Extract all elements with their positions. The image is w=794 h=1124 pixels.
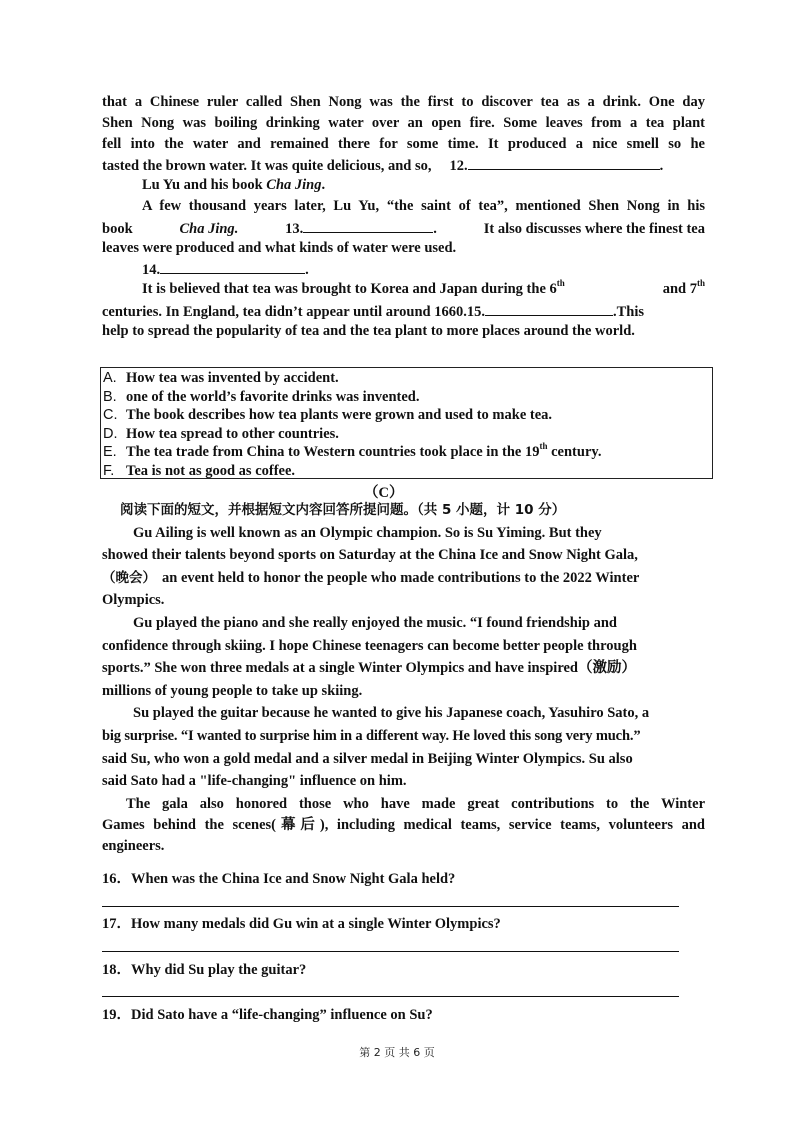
option-text: How tea spread to other countries. [126, 425, 339, 442]
option-letter: B. [103, 388, 117, 405]
option-a [103, 369, 339, 388]
passage-line: Games behind the scenes(幕后), including medical teams, service teams, volunteers and [102, 817, 705, 833]
option-text: How tea was invented by accident. [126, 370, 339, 386]
passage-line: said Su, who won a gold medal and a silver medal in Beijing Winter Olympics. Su also [102, 750, 633, 767]
passage-line: A few thousand years later, Lu Yu, “the saint of tea”, mentioned Shen Nong in his [142, 197, 705, 214]
passage-line: fell into the water and remained there for some time. It produced a nice smell so he [102, 135, 705, 152]
question-12-number: 12. [449, 158, 468, 175]
question-17: 17．How many medals did Gu win at a single Winter Olympics? [102, 916, 501, 932]
option-letter: E. [103, 444, 117, 460]
book-title: Cha Jing. [179, 220, 239, 237]
passage-line: engineers. [102, 838, 165, 854]
instruction: 阅读下面的短文，并根据短文内容回答所提问题。（共 5 小题，计 10 分） [120, 502, 566, 518]
option-letter: F. [103, 462, 115, 479]
answer-blank-14[interactable] [160, 258, 305, 274]
section-title: （C） [364, 485, 404, 501]
passage-line: showed their talents beyond sports on Saturday at the China Ice and Snow Night Gala, [102, 547, 638, 564]
answer-line-16[interactable] [102, 906, 679, 907]
question-14-number: 14. [142, 262, 161, 279]
option-text: Tea is not as good as coffee. [126, 462, 296, 479]
answer-blank-15[interactable] [485, 300, 613, 316]
option-f [103, 462, 295, 481]
passage-c [102, 499, 705, 793]
passage-line: that a Chinese ruler called Shen Nong was the first to discover tea as a drink. One day [102, 94, 705, 110]
passage-line: Gu Ailing is well known as an Olympic champion. So is Su Yiming. But they [133, 524, 602, 541]
passage-b [102, 92, 705, 342]
option-letter: D. [103, 425, 118, 442]
passage-line: big surprise. “I wanted to surprise him in a different way. He loved this song very much.” [102, 727, 641, 744]
passage-line: Olympics. [102, 592, 165, 609]
option-text: one of the world’s favorite drinks was invented. [126, 388, 420, 405]
passage-text: tasted the brown water. It was quite delicious, and so, [102, 158, 432, 175]
passage-line: millions of young people to take up skiing. [102, 682, 363, 699]
answer-blank-13[interactable] [303, 217, 433, 233]
passage-line: leaves were produced and what kinds of water were used. [102, 239, 457, 256]
option-e [103, 443, 601, 462]
passage-line: book Cha Jing. 13. . It also discusses where the finest tea [102, 217, 705, 238]
book-title: Cha Jing [266, 177, 322, 194]
page-footer: 第 2 页 共 6 页 [359, 1046, 435, 1059]
passage-line: confidence through skiing. I hope Chinese teenagers can become better people through [102, 637, 637, 654]
option-letter: C. [103, 407, 118, 423]
passage-line: said Sato had a "life-changing" influence on him. [102, 773, 407, 790]
passage-line: Lu Yu and his book Cha Jing. [142, 177, 326, 194]
option-text: The tea trade from China to Western countries took place in the 19th century. [126, 441, 602, 460]
passage-line: centuries. In England, tea didn’t appear until around 1660.15. .This [102, 300, 705, 321]
option-letter: A. [103, 370, 117, 386]
passage-line: The gala also honored those who have made great contributions to the Winter [126, 796, 705, 812]
passage-line: Su played the guitar because he wanted to give his Japanese coach, Yasuhiro Sato, a [133, 705, 650, 722]
passage-c-last [102, 794, 705, 857]
option-c [103, 406, 552, 425]
passage-line: Gu played the piano and she really enjoyed the music. “I found friendship and [133, 614, 617, 631]
question-19: 19．Did Sato have a “life-changing” influence on Su? [102, 1007, 433, 1023]
passage-line: help to spread the popularity of tea and the tea plant to more places around the world. [102, 322, 635, 339]
passage-line: （晚会） an event held to honor the people who made contributions to the 2022 Winter [102, 569, 640, 586]
passage-line: sports.” She won three medals at a single Winter Olympics and have inspired（激励） [102, 660, 637, 677]
passage-line: Shen Nong was boiling drinking water over an open fire. Some leaves from a tea plant [102, 114, 705, 131]
option-d [103, 425, 339, 444]
chinese-gloss: （晚会） [102, 569, 156, 586]
option-b [103, 388, 419, 407]
answer-line-17[interactable] [102, 951, 679, 952]
question-13: 13. . [285, 217, 437, 240]
answer-blank-12[interactable] [468, 154, 660, 170]
passage-line: It is believed that tea was brought to Korea and Japan during the 6th and 7th [142, 278, 705, 298]
question-18: 18．Why did Su play the guitar? [102, 962, 307, 978]
question-16: 16．When was the China Ice and Snow Night Gala held? [102, 871, 456, 887]
passage-line: tasted the brown water. It was quite delicious, and so, 12. . [102, 154, 705, 175]
option-text: The book describes how tea plants were grown and used to make tea. [126, 407, 553, 423]
answer-line-18[interactable] [102, 996, 679, 997]
passage-line: 14. . [102, 258, 705, 279]
